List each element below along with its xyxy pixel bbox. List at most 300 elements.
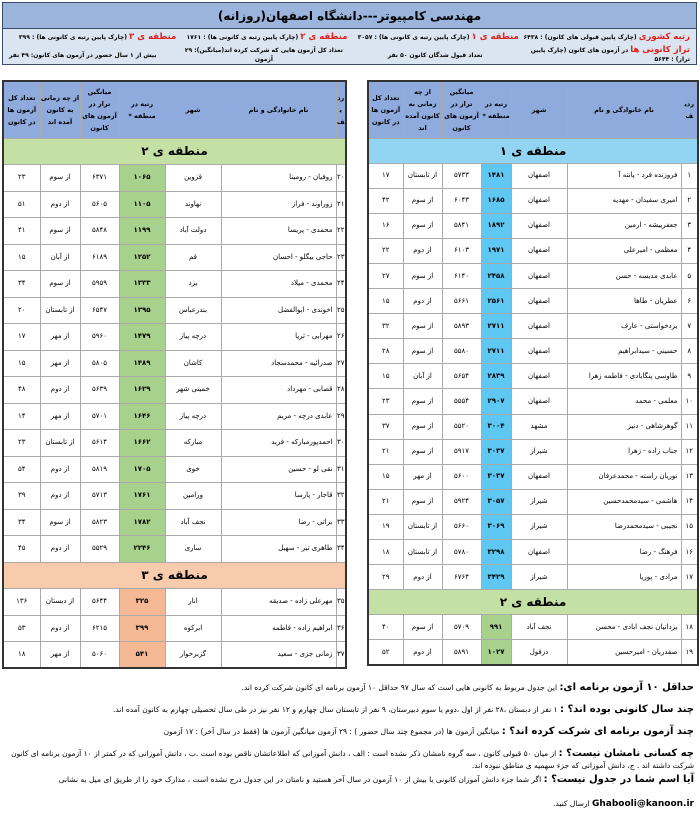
row-number: ۱۲ bbox=[681, 439, 698, 464]
contact-email-link[interactable]: Ghabooli@kanoon.ir bbox=[591, 799, 694, 809]
exam-count: ۱۵ bbox=[368, 289, 403, 314]
since: از دوم bbox=[40, 191, 80, 218]
results-table-right bbox=[367, 80, 699, 666]
avg-taraz: ۵۵۲۹ bbox=[80, 536, 119, 563]
region-rank: ۲۵۶۱ bbox=[481, 289, 511, 314]
row-number: ۲۸ bbox=[336, 377, 346, 404]
avg-taraz: ۵۶۴۴ bbox=[80, 589, 119, 616]
student-name: مهرابی - ثریا bbox=[221, 324, 336, 351]
exam-count: ۱۵ bbox=[3, 244, 40, 271]
region-rank: ۳۲۵ bbox=[119, 589, 165, 616]
table-row bbox=[3, 350, 346, 377]
exam-count: ۱۵ bbox=[368, 464, 403, 489]
student-name: روفیان - رومینا bbox=[221, 165, 336, 192]
city: اصفهان bbox=[511, 364, 567, 389]
exam-count: ۱۷ bbox=[368, 163, 403, 188]
city: گزبرخوار bbox=[165, 642, 221, 669]
student-name: گوهرشاهی - دنیز bbox=[567, 414, 681, 439]
exam-count: ۱۹ bbox=[368, 514, 403, 539]
city: اصفهان bbox=[511, 238, 567, 263]
region-rank: ۲۷۱۱ bbox=[481, 339, 511, 364]
student-name: نقی لو - حسین bbox=[221, 456, 336, 483]
exam-count: ۳۹ bbox=[3, 483, 40, 510]
table-row bbox=[368, 163, 698, 188]
row-number: ۳ bbox=[681, 213, 698, 238]
student-name: جعفرپیشه - ارمین bbox=[567, 213, 681, 238]
avg-taraz: ۵۹۵۹ bbox=[80, 271, 119, 298]
accepted-stat: تعداد قبول شدگان کانون ۵۰ نفر bbox=[387, 51, 483, 59]
over-one-year-stat: بیش از ۱ سال حضور در آزمون های کانون: ۴۹ نفر bbox=[9, 51, 157, 59]
student-name: عابدی مدیسه - حسن bbox=[567, 263, 681, 288]
row-number: ۶ bbox=[681, 289, 698, 314]
exam-count: ۱۵ bbox=[3, 350, 40, 377]
table-row bbox=[3, 218, 346, 245]
region-rank: ۱۰۶۵ bbox=[119, 165, 165, 192]
city: قزوین bbox=[165, 165, 221, 192]
exam-count: ۳۲ bbox=[368, 314, 403, 339]
table-row bbox=[3, 615, 346, 642]
since: از آبان bbox=[403, 364, 442, 389]
city: انار bbox=[165, 589, 221, 616]
exam-count: ۱۳۶ bbox=[3, 589, 40, 616]
section-title: منطقه ی ۳ bbox=[3, 562, 346, 589]
region-rank: ۱۱۰۵ bbox=[119, 191, 165, 218]
region-rank: ۳۰۳۷ bbox=[481, 464, 511, 489]
col-exam-count-header: تعداد کل آزمون ها در کانون bbox=[3, 81, 40, 138]
city: اصفهان bbox=[511, 289, 567, 314]
region-rank: ۳۲۹۸ bbox=[481, 540, 511, 565]
since: از دوم bbox=[403, 565, 442, 590]
student-name: قصابی - مهرداد bbox=[221, 377, 336, 404]
city: کاشان bbox=[165, 350, 221, 377]
row-number: ۴ bbox=[681, 238, 698, 263]
total-exams-stat: تعداد کل آزمون هایی که شرکت کرده اند(میانگین): ۲۹ آزمون bbox=[184, 47, 343, 63]
avg-taraz: ۵۶۰۰ bbox=[442, 464, 481, 489]
exam-count: ۴۱ bbox=[3, 218, 40, 245]
exam-count: ۱۴ bbox=[3, 403, 40, 430]
student-name: فروزنده فرد - پانته آ bbox=[567, 163, 681, 188]
row-number: ۵ bbox=[681, 263, 698, 288]
region2-rank: منطقه ی ۲ (چارک پایین رتبه ی کانونی ها) : ۱۷۶۱ bbox=[186, 32, 348, 42]
since: از تابستان bbox=[403, 163, 442, 188]
table-row bbox=[368, 615, 698, 640]
row-number: ۱۷ bbox=[681, 565, 698, 590]
region-rank: ۱۴۷۹ bbox=[119, 324, 165, 351]
city: بندرعباس bbox=[165, 297, 221, 324]
row-number: ۲۰ bbox=[336, 165, 346, 192]
row-number: ۳۵ bbox=[336, 589, 346, 616]
since: از سوم bbox=[403, 414, 442, 439]
table-row bbox=[368, 389, 698, 414]
avg-taraz: ۶۷۶۴ bbox=[442, 565, 481, 590]
row-number: ۷ bbox=[681, 314, 698, 339]
avg-taraz: ۵۸۴۸ bbox=[80, 218, 119, 245]
row-number: ۲۳ bbox=[336, 244, 346, 271]
city: یزد bbox=[165, 271, 221, 298]
section-row bbox=[368, 590, 698, 615]
city: اصفهان bbox=[511, 263, 567, 288]
row-number: ۱۰ bbox=[681, 389, 698, 414]
col-rank-header: رتبه در منطقه * bbox=[119, 81, 165, 138]
avg-taraz: ۵۷۰۱ bbox=[80, 403, 119, 430]
region-rank: ۳۹۹ bbox=[119, 615, 165, 642]
note-years: چند سال کانونی بوده اند؟ : ۱ نفر از دبستان ،۲۸ نفر از اول ،دوم یا سوم دبیرستان، ۹ نفر از تابستان سال چهارم و ۱۲ نفر نیز در طی سال تحصیلی چهارم به کانون آمده اند. bbox=[112, 704, 694, 715]
region-rank: ۱۶۶۲ bbox=[119, 430, 165, 457]
row-number: ۲۲ bbox=[336, 218, 346, 245]
since: از دوم bbox=[40, 483, 80, 510]
city: اصفهان bbox=[511, 464, 567, 489]
region-rank: ۳۰۰۴ bbox=[481, 414, 511, 439]
avg-taraz: ۵۸۴۱ bbox=[442, 213, 481, 238]
region-rank: ۱۲۵۲ bbox=[119, 244, 165, 271]
since: از مهر bbox=[40, 403, 80, 430]
row-number: ۱۱ bbox=[681, 414, 698, 439]
section-title: منطقه ی ۱ bbox=[368, 138, 698, 163]
region-rank: ۱۴۸۹ bbox=[119, 350, 165, 377]
avg-taraz: ۶۵۴۷ bbox=[80, 297, 119, 324]
col-avg-taraz-header: میانگین تراز در آزمون های کانون bbox=[442, 81, 481, 138]
since: از دوم bbox=[403, 238, 442, 263]
avg-taraz: ۵۷۳۳ bbox=[442, 163, 481, 188]
col-row-number-header: ردیف bbox=[336, 81, 346, 138]
table-row bbox=[3, 642, 346, 669]
table-row bbox=[368, 238, 698, 263]
region-rank: ۲۲۴۶ bbox=[119, 536, 165, 563]
avg-taraz: ۵۸۰۵ bbox=[80, 350, 119, 377]
since: از دوم bbox=[403, 640, 442, 665]
since: از مهر bbox=[403, 464, 442, 489]
avg-taraz: ۶۳۷۱ bbox=[80, 165, 119, 192]
student-name: جناب زاده - زهرا bbox=[567, 439, 681, 464]
row-number: ۳۷ bbox=[336, 642, 346, 669]
city: درچه پیاز bbox=[165, 324, 221, 351]
region-rank: ۱۷۶۱ bbox=[119, 483, 165, 510]
student-name: امیری سفیدان - مهدیه bbox=[567, 188, 681, 213]
student-name: براتی - رضا bbox=[221, 509, 336, 536]
table-row bbox=[368, 188, 698, 213]
col-rank-header: رتبه در منطقه * bbox=[481, 81, 511, 138]
since: از سوم bbox=[403, 489, 442, 514]
since: از مهر bbox=[40, 324, 80, 351]
row-number: ۱۳ bbox=[681, 464, 698, 489]
avg-taraz: ۵۶۶۰ bbox=[442, 514, 481, 539]
region-rank: ۳۴۲۹ bbox=[481, 565, 511, 590]
exam-count: ۴۸ bbox=[3, 377, 40, 404]
exam-count: ۲۳ bbox=[3, 430, 40, 457]
city: ورامین bbox=[165, 483, 221, 510]
since: از سوم bbox=[40, 165, 80, 192]
city: اصفهان bbox=[511, 389, 567, 414]
table-row bbox=[3, 191, 346, 218]
region-rank: ۱۳۳۳ bbox=[119, 271, 165, 298]
region-rank: ۱۰۲۷ bbox=[481, 640, 511, 665]
exam-count: ۲۸ bbox=[368, 339, 403, 364]
student-name: مهرعلی زاده - صدیقه bbox=[221, 589, 336, 616]
col-city-header: شهر bbox=[511, 81, 567, 138]
row-number: ۹ bbox=[681, 364, 698, 389]
since: از سوم bbox=[403, 213, 442, 238]
exam-count: ۵۱ bbox=[3, 191, 40, 218]
table-row bbox=[368, 640, 698, 665]
avg-taraz: ۶۱۸۹ bbox=[80, 244, 119, 271]
student-name: احمدپورمبارکه - فرید bbox=[221, 430, 336, 457]
since: از تابستان bbox=[403, 540, 442, 565]
col-since-header: از چه زمانی به کانون آمده اند bbox=[40, 81, 80, 138]
region-rank: ۱۶۲۹ bbox=[119, 377, 165, 404]
col-avg-taraz-header: میانگین تراز در آزمون های کانون bbox=[80, 81, 119, 138]
since: از سوم bbox=[403, 263, 442, 288]
region-rank: ۱۷۸۲ bbox=[119, 509, 165, 536]
since: از سوم bbox=[403, 439, 442, 464]
exam-count: ۵۳ bbox=[3, 615, 40, 642]
table-row bbox=[3, 589, 346, 616]
page-title: مهندسی کامپیوتر---دانشگاه اصفهان(روزانه) bbox=[3, 3, 696, 29]
since: از سوم bbox=[40, 509, 80, 536]
table-row bbox=[368, 565, 698, 590]
table-row bbox=[3, 430, 346, 457]
city: درچه پیاز bbox=[165, 403, 221, 430]
table-row bbox=[368, 263, 698, 288]
region-rank: ۱۶۴۶ bbox=[119, 403, 165, 430]
student-name: نجیبی - سیدمحمدرضا bbox=[567, 514, 681, 539]
row-number: ۳۰ bbox=[336, 430, 346, 457]
section-row bbox=[3, 562, 346, 589]
table-row bbox=[368, 514, 698, 539]
student-name: مرادی - پوریا bbox=[567, 565, 681, 590]
avg-taraz: ۶۲۱۵ bbox=[80, 615, 119, 642]
table-row bbox=[3, 536, 346, 563]
col-row-number-header: ردیف bbox=[681, 81, 698, 138]
section-title: منطقه ی ۲ bbox=[3, 138, 346, 165]
exam-count: ۱۸ bbox=[3, 642, 40, 669]
region-rank: ۳۰۵۷ bbox=[481, 489, 511, 514]
row-number: ۱۹ bbox=[681, 640, 698, 665]
city: مشهد bbox=[511, 414, 567, 439]
city: دزفول bbox=[511, 640, 567, 665]
since: از دبستان bbox=[40, 589, 80, 616]
since: از دوم bbox=[40, 615, 80, 642]
row-number: ۲۶ bbox=[336, 324, 346, 351]
row-number: ۲۴ bbox=[336, 271, 346, 298]
row-number: ۱۶ bbox=[681, 540, 698, 565]
avg-taraz: ۵۶۵۴ bbox=[442, 364, 481, 389]
since: از سوم bbox=[40, 218, 80, 245]
since: از تابستان bbox=[40, 297, 80, 324]
table-row bbox=[368, 414, 698, 439]
city: شیراز bbox=[511, 514, 567, 539]
since: از آبان bbox=[40, 244, 80, 271]
exam-count: ۲۱ bbox=[368, 439, 403, 464]
avg-taraz: ۵۶۶۱ bbox=[442, 289, 481, 314]
row-number: ۱ bbox=[681, 163, 698, 188]
footer-notes bbox=[8, 682, 694, 820]
table-row bbox=[3, 509, 346, 536]
student-name: عابدی درچه - مریم bbox=[221, 403, 336, 430]
exam-count: ۳۴ bbox=[3, 509, 40, 536]
since: از دوم bbox=[40, 456, 80, 483]
region-rank: ۱۸۹۲ bbox=[481, 213, 511, 238]
since: از سوم bbox=[403, 188, 442, 213]
student-name: نوریان راسته - محمدعرفان bbox=[567, 464, 681, 489]
section-row bbox=[368, 138, 698, 163]
summary-header bbox=[2, 2, 697, 65]
avg-taraz: ۵۹۲۴ bbox=[442, 489, 481, 514]
student-name: صدرائیه - محمدسجاد bbox=[221, 350, 336, 377]
summary-row-ranks bbox=[3, 29, 696, 46]
since: از سوم bbox=[403, 339, 442, 364]
avg-taraz: ۶۱۴۰ bbox=[442, 263, 481, 288]
exam-count: ۴۲ bbox=[368, 188, 403, 213]
row-number: ۳۳ bbox=[336, 509, 346, 536]
region-rank: ۱۳۹۵ bbox=[119, 297, 165, 324]
summary-row-stats bbox=[3, 46, 696, 64]
student-name: حاجی بیگلو - احسان bbox=[221, 244, 336, 271]
since: از سوم bbox=[403, 314, 442, 339]
city: نهاوند bbox=[165, 191, 221, 218]
col-exam-count-header: تعداد کل آزمون ها در کانون bbox=[368, 81, 403, 138]
city: اصفهان bbox=[511, 163, 567, 188]
student-name: اخوندی - ابوالفضل bbox=[221, 297, 336, 324]
student-name: هاشمی - سیدمحمدحسین bbox=[567, 489, 681, 514]
exam-count: ۲۹ bbox=[368, 565, 403, 590]
avg-taraz: ۵۷۸۰ bbox=[442, 540, 481, 565]
city: خمینی شهر bbox=[165, 377, 221, 404]
avg-taraz: ۵۶۱۴ bbox=[80, 430, 119, 457]
student-name: ابراهیم زاده - فاطمه bbox=[221, 615, 336, 642]
since: از تابستان bbox=[403, 514, 442, 539]
header-row bbox=[3, 81, 346, 138]
student-name: معظمی - امیرعلی bbox=[567, 238, 681, 263]
exam-count: ۵۴ bbox=[3, 456, 40, 483]
table-row bbox=[3, 297, 346, 324]
row-number: ۲ bbox=[681, 188, 698, 213]
avg-taraz: ۵۷۰۹ bbox=[442, 615, 481, 640]
city: ابرکوه bbox=[165, 615, 221, 642]
col-since-header: از چه زمانی به کانون آمده اند bbox=[403, 81, 442, 138]
exam-count: ۱۷ bbox=[3, 324, 40, 351]
city: اصفهان bbox=[511, 213, 567, 238]
table-row bbox=[3, 483, 346, 510]
city: اصفهان bbox=[511, 540, 567, 565]
since: از مهر bbox=[40, 350, 80, 377]
region-rank: ۲۹۰۷ bbox=[481, 389, 511, 414]
since: از دوم bbox=[403, 289, 442, 314]
city: دولت آباد bbox=[165, 218, 221, 245]
region-rank: ۱۱۹۹ bbox=[119, 218, 165, 245]
note-exam-count: چند آزمون برنامه ای شرکت کرده اند؟ : میانگین آزمون ها (در مجموع چند سال حضور ) : ۲۹ آزمون میانگین آزمون ها (فقط در سال آخر) : ۱۷ آزمون bbox=[163, 726, 694, 737]
exam-count: ۲۱ bbox=[368, 489, 403, 514]
student-name: یزدانیان نجف ابادی - محسن bbox=[567, 615, 681, 640]
student-name: فرهنگ - رضا bbox=[567, 540, 681, 565]
student-name: محمدی - پریسا bbox=[221, 218, 336, 245]
table-row bbox=[368, 314, 698, 339]
avg-taraz: ۵۹۶۰ bbox=[80, 324, 119, 351]
exam-count: ۲۳ bbox=[368, 389, 403, 414]
avg-taraz: ۵۷۱۳ bbox=[80, 483, 119, 510]
row-number: ۳۱ bbox=[336, 456, 346, 483]
exam-count: ۲۳ bbox=[3, 165, 40, 192]
student-name: عطریان - طاها bbox=[567, 289, 681, 314]
header-row bbox=[368, 81, 698, 138]
exam-count: ۱۸ bbox=[368, 540, 403, 565]
avg-taraz: ۶۱۰۳ bbox=[442, 238, 481, 263]
row-number: ۱۸ bbox=[681, 615, 698, 640]
avg-taraz: ۵۶۳۹ bbox=[80, 377, 119, 404]
avg-taraz: ۵۶۰۵ bbox=[80, 191, 119, 218]
row-number: ۳۲ bbox=[336, 483, 346, 510]
avg-taraz: ۵۵۲۰ bbox=[442, 414, 481, 439]
table-row bbox=[3, 271, 346, 298]
row-number: ۲۷ bbox=[336, 350, 346, 377]
col-name-header: نام خانوادگی و نام bbox=[221, 81, 336, 138]
student-name: صفدریان - امیرحسین bbox=[567, 640, 681, 665]
city: اصفهان bbox=[511, 314, 567, 339]
region-rank: ۲۴۵۸ bbox=[481, 263, 511, 288]
region-rank: ۲۷۱۱ bbox=[481, 314, 511, 339]
avg-taraz: ۵۰۶۰ bbox=[80, 642, 119, 669]
city: قم bbox=[165, 244, 221, 271]
taraz-stat: تراز کانونی ها در آزمون های کانون (چارک پایین تراز) : ۵۶۴۴ bbox=[530, 45, 690, 63]
table-row bbox=[3, 165, 346, 192]
note-min-exams: حداقل ۱۰ آزمون برنامه ای: این جدول مربوط به کانونی هایی است که سال ۹۷ حداقل ۱۰ آزمون برنامه ای کانون شرکت کرده اند. bbox=[241, 682, 694, 693]
city: اصفهان bbox=[511, 188, 567, 213]
table-row bbox=[3, 244, 346, 271]
city: شیراز bbox=[511, 565, 567, 590]
avg-taraz: ۶۰۴۳ bbox=[442, 188, 481, 213]
row-number: ۲۹ bbox=[336, 403, 346, 430]
col-city-header: شهر bbox=[165, 81, 221, 138]
avg-taraz: ۵۸۱۹ bbox=[80, 456, 119, 483]
table-row bbox=[368, 464, 698, 489]
student-name: زوراوند - فراز bbox=[221, 191, 336, 218]
table-row bbox=[368, 364, 698, 389]
exam-count: ۳۴ bbox=[3, 271, 40, 298]
exam-count: ۲۷ bbox=[368, 263, 403, 288]
table-row bbox=[368, 489, 698, 514]
avg-taraz: ۵۸۲۳ bbox=[80, 509, 119, 536]
table-row bbox=[368, 339, 698, 364]
region-rank: ۳۰۳۷ bbox=[481, 439, 511, 464]
student-name: طاهری تیر - سهیل bbox=[221, 536, 336, 563]
col-name-header: نام خانوادگی و نام bbox=[567, 81, 681, 138]
row-number: ۲۵ bbox=[336, 297, 346, 324]
city: خوی bbox=[165, 456, 221, 483]
since: از تابستان bbox=[40, 430, 80, 457]
exam-count: ۴۰ bbox=[368, 615, 403, 640]
region1-rank: منطقه ی ۱ (چارک پایین رتبه ی کانونی ها) : ۳۰۵۷ bbox=[357, 32, 519, 42]
student-name: طاوسی پنگابادی - فاطمه زهرا bbox=[567, 364, 681, 389]
note-missing: چه کسانی نامشان نیست؟ : از میان ۵۰ قبولی کانون ، سه گروه نامشان ذکر نشده است : الف ، دانش آموزانی که اطلاعاتشان ناقص بوده است .ب ، دانش آموزانی که در کمتر از ۱۰ آزمون برنامه ای کانون شرکت داشته اند . ج، دانش آموزانی که جزء سهمیه ی مناطق نبوده اند. bbox=[11, 748, 694, 770]
city: نجف آباد bbox=[165, 509, 221, 536]
city: نجف آباد bbox=[511, 615, 567, 640]
table-row bbox=[368, 439, 698, 464]
note-not-listed: آیا اسم شما در جدول نیست؟ : اگر شما جزء دانش آموزان کانونی با بیش از ۱۰ آزمون در سال آخر هستید و نامتان در این جدول درج نشده است ، مدارک خود را از طریق ای میل به نشانی Ghabooli@kanoon.ir ارسال کنید. bbox=[58, 774, 694, 809]
exam-count: ۲۲ bbox=[368, 238, 403, 263]
avg-taraz: ۵۸۹۱ bbox=[442, 640, 481, 665]
region-rank: ۲۸۳۹ bbox=[481, 364, 511, 389]
table-row bbox=[3, 324, 346, 351]
exam-count: ۵۲ bbox=[368, 640, 403, 665]
section-row bbox=[3, 138, 346, 165]
avg-taraz: ۵۸۹۳ bbox=[442, 314, 481, 339]
row-number: ۸ bbox=[681, 339, 698, 364]
since: از دوم bbox=[40, 377, 80, 404]
student-name: محمدی - میلاد bbox=[221, 271, 336, 298]
since: از دوم bbox=[40, 536, 80, 563]
avg-taraz: ۵۵۸۰ bbox=[442, 339, 481, 364]
since: از مهر bbox=[40, 642, 80, 669]
since: از سوم bbox=[40, 271, 80, 298]
